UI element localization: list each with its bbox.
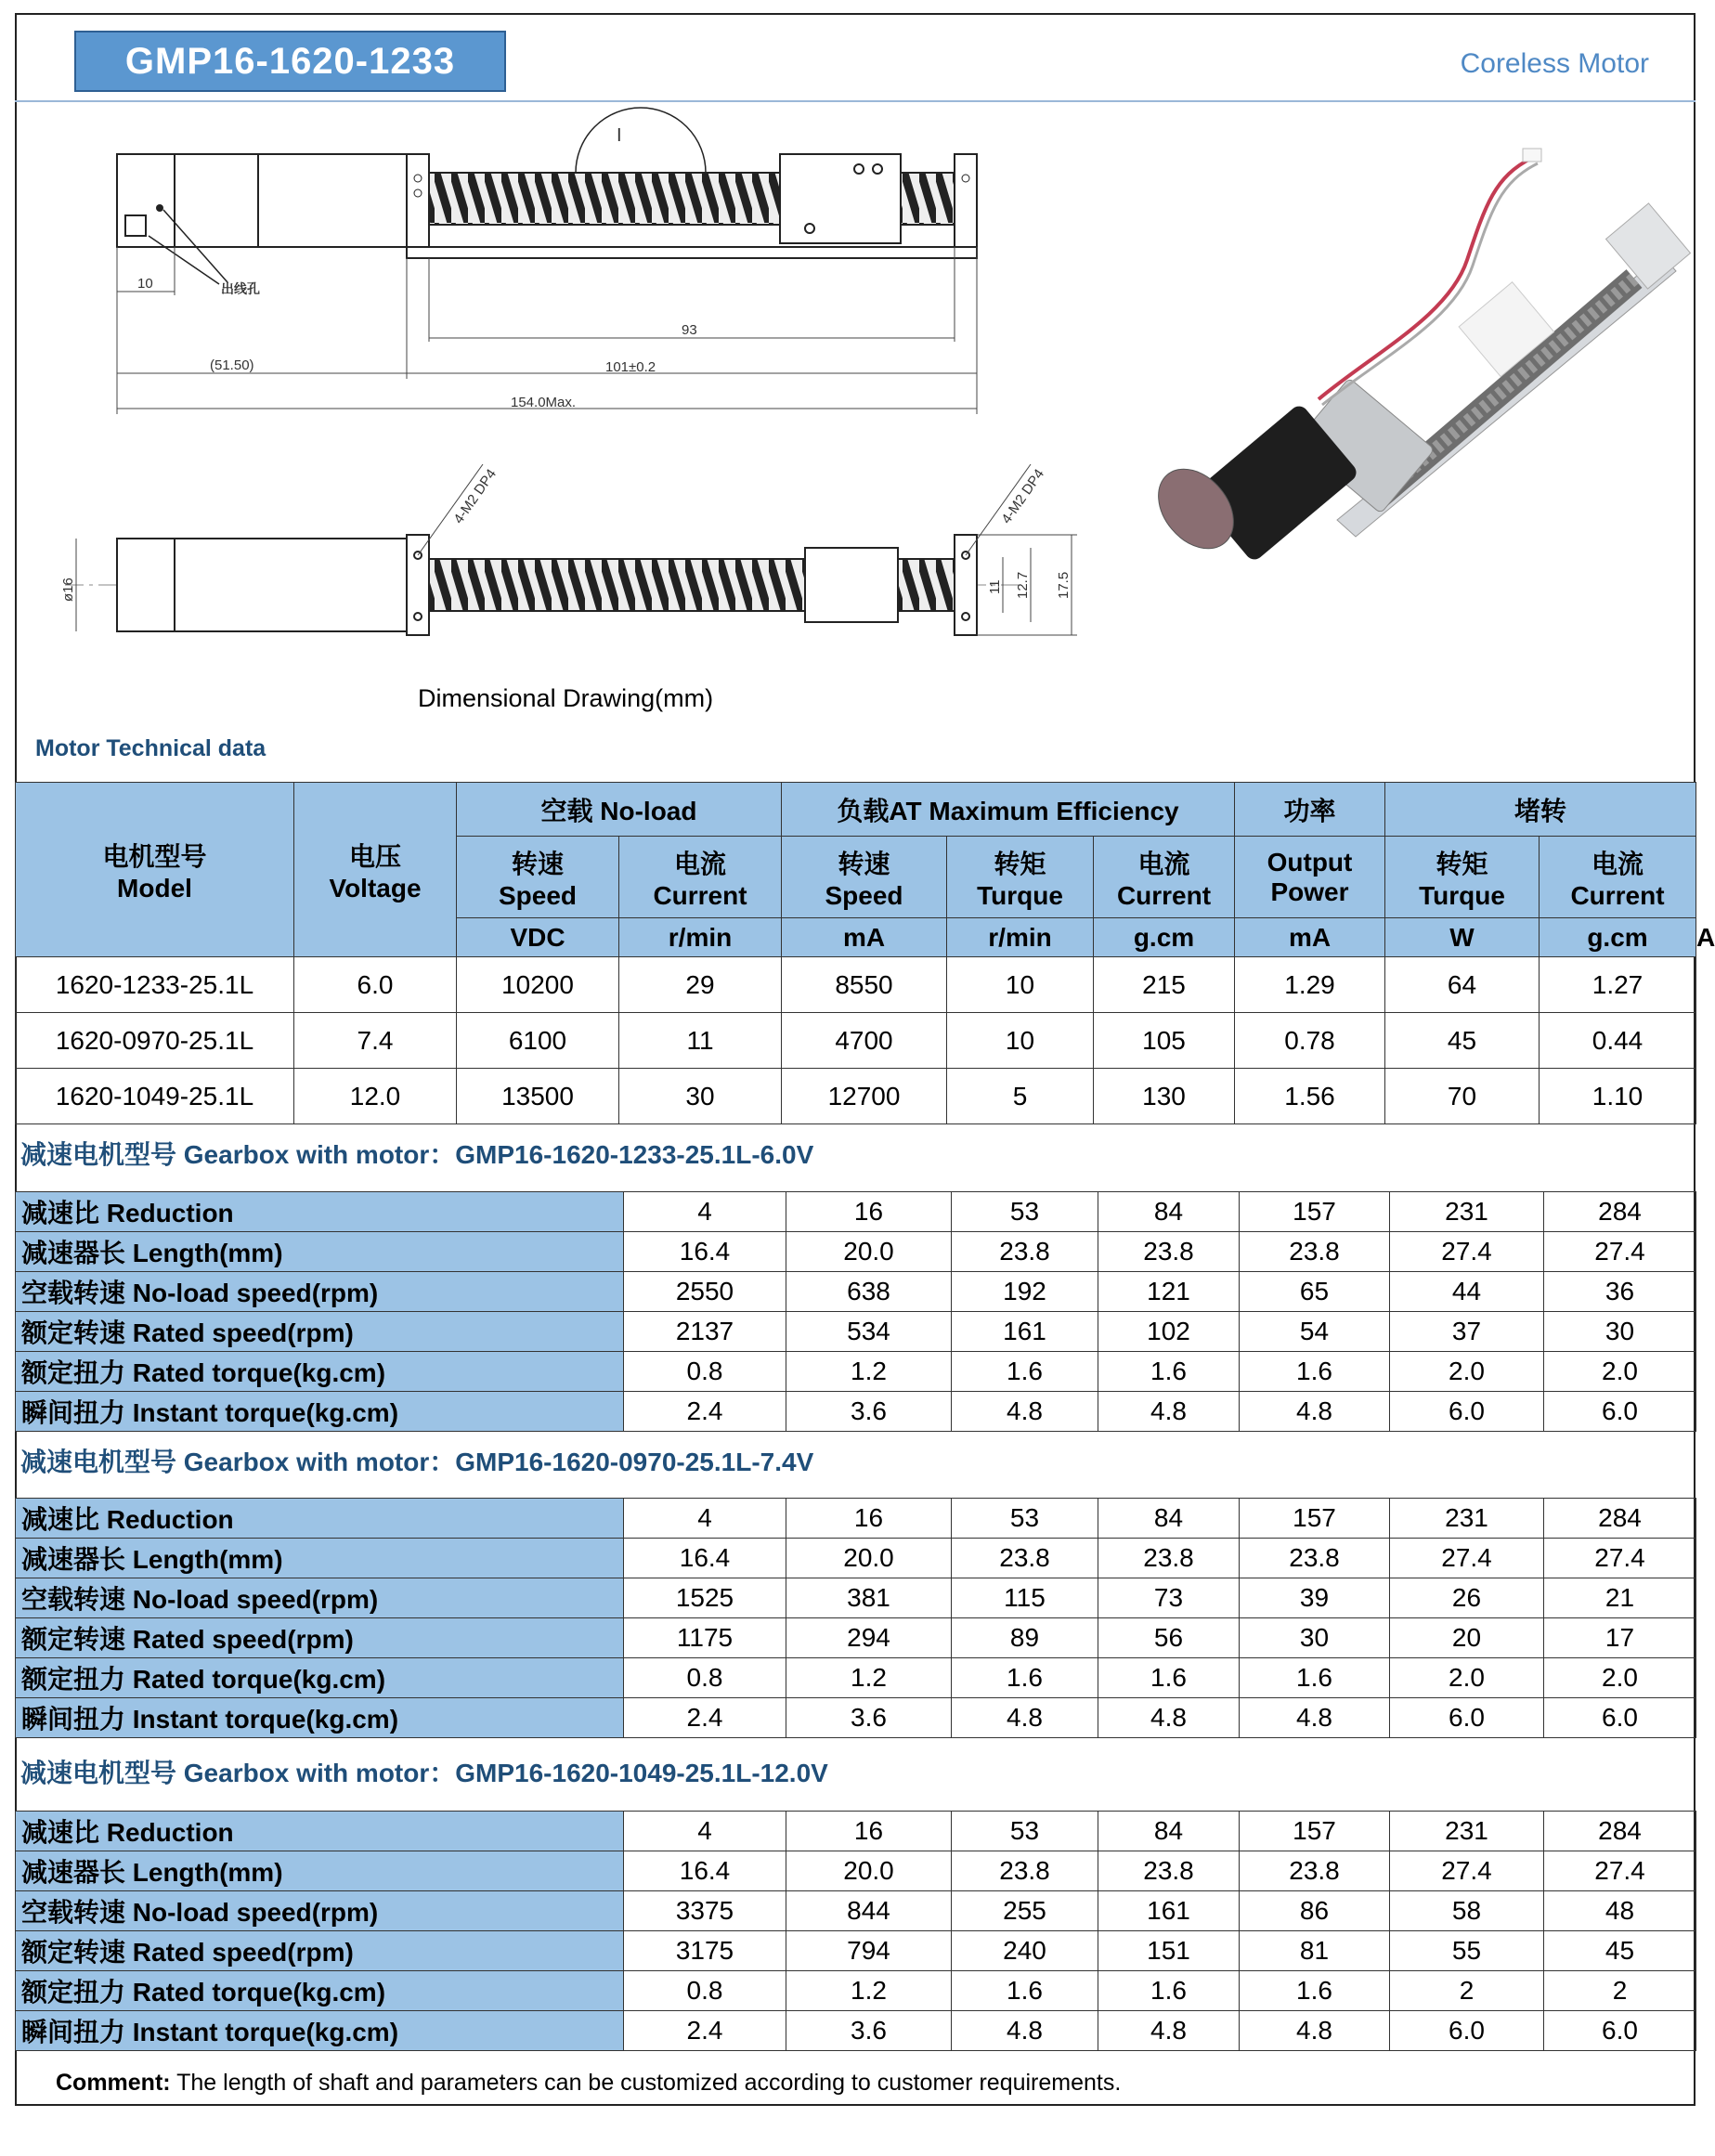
- gearbox-cell: 89: [952, 1618, 1098, 1658]
- gearbox-cell: 157: [1240, 1812, 1390, 1851]
- unit-cell: r/min: [619, 918, 782, 957]
- gearbox-cell: 0.8: [624, 1658, 786, 1698]
- brand-label: Coreless Motor: [1460, 48, 1649, 79]
- gearbox-cell: 1525: [624, 1578, 786, 1618]
- gearbox-cell: 84: [1098, 1192, 1240, 1232]
- d11-label: 11: [987, 579, 1003, 594]
- gearbox-row: [16, 1971, 1696, 2011]
- gearbox-cell: 23.8: [1098, 1539, 1240, 1578]
- gearbox-cell: 53: [952, 1499, 1098, 1539]
- comment-text: The length of shaft and parameters can be customized according to customer requirements.: [176, 2070, 1122, 2096]
- gearbox-cell: 27.4: [1544, 1539, 1696, 1578]
- gearbox-cell: 86: [1240, 1891, 1390, 1931]
- model-header: 电机型号 Model: [16, 783, 294, 957]
- spec-cell: 30: [619, 1069, 782, 1124]
- gearbox-row: [16, 1698, 1696, 1738]
- gearbox-cell: 16: [786, 1499, 952, 1539]
- gearbox-cell: 84: [1098, 1812, 1240, 1851]
- comment: [56, 2070, 1121, 2097]
- gearbox-row-label: 瞬间扭力 Instant torque(kg.cm): [16, 1392, 624, 1432]
- spec-cell: 10: [947, 957, 1094, 1013]
- gearbox-cell: 2137: [624, 1312, 786, 1352]
- screw-left-label: 4-M2 DP4: [450, 466, 500, 527]
- gearbox-cell: 231: [1390, 1192, 1544, 1232]
- gearbox-cell: 2.0: [1390, 1352, 1544, 1392]
- gearbox-cell: 1.6: [1098, 1352, 1240, 1392]
- spec-cell: 10: [947, 1013, 1094, 1069]
- gearbox-cell: 27.4: [1390, 1539, 1544, 1578]
- gearbox-cell: 30: [1544, 1312, 1696, 1352]
- gearbox-row: [16, 1812, 1696, 1851]
- gearbox-cell: 115: [952, 1578, 1098, 1618]
- gearbox-row: [16, 1931, 1696, 1971]
- drawing-top-view: [65, 464, 1077, 635]
- unit-cell: g.cm: [1094, 918, 1235, 957]
- gearbox-cell: 23.8: [1098, 1232, 1240, 1272]
- gearbox-table: [15, 1191, 1696, 1432]
- gearbox-cell: 23.8: [1240, 1539, 1390, 1578]
- gearbox-cell: 240: [952, 1931, 1098, 1971]
- gearbox-row: [16, 1352, 1696, 1392]
- gearbox-row: [16, 1851, 1696, 1891]
- spec-cell: 1.29: [1235, 957, 1385, 1013]
- gearbox-cell: 17: [1544, 1618, 1696, 1658]
- gearbox-row: [16, 1499, 1696, 1539]
- gearbox-cell: 55: [1390, 1931, 1544, 1971]
- spec-row: [16, 957, 1696, 1013]
- outlet-label: 出线孔: [221, 281, 260, 296]
- spec-cell: 0.78: [1235, 1013, 1385, 1069]
- gearbox-row-label: 瞬间扭力 Instant torque(kg.cm): [16, 2011, 624, 2051]
- gearbox-row-label: 空载转速 No-load speed(rpm): [16, 1891, 624, 1931]
- noload-header: 空载 No-load: [457, 783, 782, 837]
- gearbox-cell: 2550: [624, 1272, 786, 1312]
- d127-label: 12.7: [1015, 571, 1031, 599]
- gearbox-cell: 23.8: [1098, 1851, 1240, 1891]
- gearbox-table: [15, 1498, 1696, 1738]
- gearbox-cell: 284: [1544, 1812, 1696, 1851]
- spec-cell: 1.27: [1540, 957, 1696, 1013]
- gearbox-cell: 638: [786, 1272, 952, 1312]
- gearbox-cell: 3175: [624, 1931, 786, 1971]
- spec-cell: 70: [1385, 1069, 1540, 1124]
- gearbox-cell: 161: [1098, 1891, 1240, 1931]
- gearbox-cell: 3.6: [786, 1698, 952, 1738]
- gearbox-cell: 48: [1544, 1891, 1696, 1931]
- gearbox-cell: 20: [1390, 1618, 1544, 1658]
- gearbox-row-label: 减速比 Reduction: [16, 1812, 624, 1851]
- dim-51: (51.50): [210, 357, 254, 373]
- gearbox-row-label: 瞬间扭力 Instant torque(kg.cm): [16, 1698, 624, 1738]
- voltage-header: 电压 Voltage: [294, 783, 457, 957]
- gearbox-row: [16, 1232, 1696, 1272]
- gearbox-row-label: 额定扭力 Rated torque(kg.cm): [16, 1658, 624, 1698]
- dim-154: 154.0Max.: [511, 395, 577, 410]
- gearbox-cell: 27.4: [1390, 1851, 1544, 1891]
- gearbox-cell: 16: [786, 1192, 952, 1232]
- gearbox-cell: 231: [1390, 1499, 1544, 1539]
- unit-cell: mA: [782, 918, 947, 957]
- gearbox-cell: 4.8: [952, 2011, 1098, 2051]
- gearbox-cell: 794: [786, 1931, 952, 1971]
- gearbox-row: [16, 1312, 1696, 1352]
- d175-label: 17.5: [1056, 571, 1072, 599]
- power-header-cn: 功率: [1235, 783, 1385, 837]
- gearbox-cell: 1.6: [1240, 1352, 1390, 1392]
- gearbox-cell: 2.4: [624, 2011, 786, 2051]
- gearbox-cell: 16.4: [624, 1232, 786, 1272]
- gearbox-cell: 0.8: [624, 1971, 786, 2011]
- maxeff-current-header: 电流 Current: [1094, 837, 1235, 918]
- unit-cell: W: [1385, 918, 1540, 957]
- gearbox-cell: 3.6: [786, 2011, 952, 2051]
- gearbox-cell: 81: [1240, 1931, 1390, 1971]
- gearbox-cell: 231: [1390, 1812, 1544, 1851]
- dia16-label: ø16: [60, 578, 76, 602]
- spec-cell: 0.44: [1540, 1013, 1696, 1069]
- screw-right-label: 4-M2 DP4: [998, 466, 1048, 527]
- motor-spec-table: 电机型号 Model 电压 Voltage 空载 No-load 负载AT Maximum Efficiency 功率 堵转 转速 Speed 电流 Current 转速 Speed 转矩 Turque 电流 Current Output Power 转矩 Turque 电流 Current VDC r/min mA r/min g.cm mA W g.cm A 1620-1233-25.1L 6.0 10200 29 8550 10 215 1.29 64 1.27 1620-0970-25.1L 7.4 6100 11 4700 10 105 0.78 45 0.44 1620-1049-25.1L 12.0 13500 30 12700 5 130 1.56 70 1.10: [15, 782, 1696, 1124]
- gearbox-row-label: 额定转速 Rated speed(rpm): [16, 1618, 624, 1658]
- spec-cell: 215: [1094, 957, 1235, 1013]
- gearbox-cell: 53: [952, 1192, 1098, 1232]
- gearbox-cell: 294: [786, 1618, 952, 1658]
- gearbox-cell: 27.4: [1390, 1232, 1544, 1272]
- gearbox-cell: 255: [952, 1891, 1098, 1931]
- spec-cell: 12.0: [294, 1069, 457, 1124]
- gearbox-title: 减速电机型号 Gearbox with motor：GMP16-1620-0970-25.1L-7.4V: [20, 1448, 814, 1476]
- model-title: GMP16-1620-1233: [124, 40, 456, 82]
- gearbox-cell: 3.6: [786, 1392, 952, 1432]
- spec-cell: 64: [1385, 957, 1540, 1013]
- gearbox-cell: 20.0: [786, 1851, 952, 1891]
- gearbox-row-label: 额定扭力 Rated torque(kg.cm): [16, 1971, 624, 2011]
- gearbox-cell: 23.8: [952, 1851, 1098, 1891]
- unit-cell: r/min: [947, 918, 1094, 957]
- gearbox-cell: 26: [1390, 1578, 1544, 1618]
- gearbox-cell: 4.8: [1098, 1392, 1240, 1432]
- stall-torque-header: 转矩 Turque: [1385, 837, 1540, 918]
- gearbox-cell: 284: [1544, 1192, 1696, 1232]
- maxeff-header: 负载AT Maximum Efficiency: [782, 783, 1235, 837]
- gearbox-cell: 6.0: [1390, 2011, 1544, 2051]
- gearbox-cell: 284: [1544, 1499, 1696, 1539]
- gearbox-row: [16, 1392, 1696, 1432]
- gearbox-cell: 21: [1544, 1578, 1696, 1618]
- spec-cell: 10200: [457, 957, 619, 1013]
- gearbox-row: [16, 2011, 1696, 2051]
- gearbox-cell: 6.0: [1390, 1392, 1544, 1432]
- gearbox-cell: 4.8: [952, 1698, 1098, 1738]
- gearbox-cell: 161: [952, 1312, 1098, 1352]
- gearbox-cell: 54: [1240, 1312, 1390, 1352]
- gearbox-row-label: 额定扭力 Rated torque(kg.cm): [16, 1352, 624, 1392]
- gearbox-cell: 121: [1098, 1272, 1240, 1312]
- gearbox-cell: 16: [786, 1812, 952, 1851]
- gearbox-cell: 1.2: [786, 1971, 952, 2011]
- gearbox-cell: 4.8: [952, 1392, 1098, 1432]
- gearbox-cell: 1.6: [952, 1658, 1098, 1698]
- gearbox-cell: 1.6: [1240, 1971, 1390, 2011]
- spec-cell: 1620-0970-25.1L: [16, 1013, 294, 1069]
- gearbox-cell: 30: [1240, 1618, 1390, 1658]
- gearbox-cell: 1.2: [786, 1658, 952, 1698]
- gearbox-row-label: 空载转速 No-load speed(rpm): [16, 1578, 624, 1618]
- gearbox-row: [16, 1658, 1696, 1698]
- gearbox-cell: 192: [952, 1272, 1098, 1312]
- gearbox-cell: 1.6: [952, 1352, 1098, 1392]
- gearbox-cell: 102: [1098, 1312, 1240, 1352]
- unit-cell: mA: [1235, 918, 1385, 957]
- gearbox-cell: 56: [1098, 1618, 1240, 1658]
- unit-cell: VDC: [457, 918, 619, 957]
- gearbox-cell: 1.2: [786, 1352, 952, 1392]
- hole-mark-label: I: [617, 125, 622, 146]
- gearbox-row-label: 减速器长 Length(mm): [16, 1851, 624, 1891]
- gearbox-cell: 2.0: [1544, 1658, 1696, 1698]
- gearbox-cell: 23.8: [952, 1539, 1098, 1578]
- dim-93: 93: [682, 322, 697, 338]
- spec-cell: 11: [619, 1013, 782, 1069]
- stall-header: 堵转: [1385, 783, 1696, 837]
- gearbox-cell: 73: [1098, 1578, 1240, 1618]
- gearbox-cell: 0.8: [624, 1352, 786, 1392]
- gearbox-row-label: 减速器长 Length(mm): [16, 1232, 624, 1272]
- gearbox-cell: 2.4: [624, 1392, 786, 1432]
- spec-cell: 6100: [457, 1013, 619, 1069]
- gearbox-cell: 151: [1098, 1931, 1240, 1971]
- gearbox-cell: 16.4: [624, 1539, 786, 1578]
- gearbox-cell: 6.0: [1544, 1698, 1696, 1738]
- gearbox-cell: 23.8: [952, 1232, 1098, 1272]
- gearbox-cell: 53: [952, 1812, 1098, 1851]
- spec-cell: 7.4: [294, 1013, 457, 1069]
- gearbox-cell: 1.6: [1098, 1971, 1240, 2011]
- spec-cell: 13500: [457, 1069, 619, 1124]
- gearbox-cell: 36: [1544, 1272, 1696, 1312]
- spec-cell: 5: [947, 1069, 1094, 1124]
- spec-cell: 130: [1094, 1069, 1235, 1124]
- gearbox-cell: 1.6: [1098, 1658, 1240, 1698]
- gearbox-row: [16, 1618, 1696, 1658]
- gearbox-cell: 84: [1098, 1499, 1240, 1539]
- gearbox-cell: 4: [624, 1812, 786, 1851]
- gearbox-cell: 4: [624, 1499, 786, 1539]
- comment-label: Comment:: [56, 2070, 171, 2096]
- spec-cell: 29: [619, 957, 782, 1013]
- gearbox-cell: 2.0: [1544, 1352, 1696, 1392]
- gearbox-row: [16, 1192, 1696, 1232]
- gearbox-cell: 1175: [624, 1618, 786, 1658]
- product-photo: [1143, 149, 1690, 564]
- gearbox-row-label: 额定转速 Rated speed(rpm): [16, 1931, 624, 1971]
- gearbox-title: 减速电机型号 Gearbox with motor：GMP16-1620-1233-25.1L-6.0V: [20, 1140, 814, 1169]
- gearbox-row: [16, 1272, 1696, 1312]
- spec-cell: 4700: [782, 1013, 947, 1069]
- gearbox-cell: 39: [1240, 1578, 1390, 1618]
- gearbox-table: [15, 1811, 1696, 2051]
- gearbox-cell: 16.4: [624, 1851, 786, 1891]
- drawing-caption: Dimensional Drawing(mm): [418, 684, 714, 712]
- gearbox-cell: 2: [1390, 1971, 1544, 2011]
- gearbox-cell: 44: [1390, 1272, 1544, 1312]
- gearbox-cell: 2: [1544, 1971, 1696, 2011]
- gearbox-title: 减速电机型号 Gearbox with motor：GMP16-1620-1049-25.1L-12.0V: [20, 1759, 828, 1787]
- spec-cell: 105: [1094, 1013, 1235, 1069]
- noload-current-header: 电流 Current: [619, 837, 782, 918]
- gearbox-cell: 4.8: [1098, 1698, 1240, 1738]
- gearbox-cell: 157: [1240, 1499, 1390, 1539]
- gearbox-cell: 1.6: [952, 1971, 1098, 2011]
- gearbox-cell: 23.8: [1240, 1232, 1390, 1272]
- gearbox-cell: 2.0: [1390, 1658, 1544, 1698]
- gearbox-cell: 58: [1390, 1891, 1544, 1931]
- gearbox-cell: 6.0: [1544, 1392, 1696, 1432]
- gearbox-row: [16, 1578, 1696, 1618]
- section-title: Motor Technical data: [35, 735, 266, 761]
- gearbox-cell: 23.8: [1240, 1851, 1390, 1891]
- spec-cell: 45: [1385, 1013, 1540, 1069]
- spec-cell: 6.0: [294, 957, 457, 1013]
- dimensional-drawing: [0, 0, 1712, 724]
- gearbox-cell: 4.8: [1240, 1698, 1390, 1738]
- dim-101: 101±0.2: [605, 359, 656, 375]
- gearbox-cell: 4.8: [1098, 2011, 1240, 2051]
- gearbox-cell: 65: [1240, 1272, 1390, 1312]
- dim-10: 10: [137, 276, 153, 292]
- maxeff-torque-header: 转矩 Turque: [947, 837, 1094, 918]
- gearbox-cell: 20.0: [786, 1539, 952, 1578]
- spec-row: [16, 1069, 1696, 1124]
- spec-cell: 1.10: [1540, 1069, 1696, 1124]
- gearbox-cell: 3375: [624, 1891, 786, 1931]
- gearbox-cell: 6.0: [1390, 1698, 1544, 1738]
- gearbox-row: [16, 1891, 1696, 1931]
- gearbox-cell: 45: [1544, 1931, 1696, 1971]
- gearbox-row-label: 减速器长 Length(mm): [16, 1539, 624, 1578]
- spec-cell: 12700: [782, 1069, 947, 1124]
- spec-cell: 1620-1233-25.1L: [16, 957, 294, 1013]
- gearbox-cell: 381: [786, 1578, 952, 1618]
- gearbox-cell: 4: [624, 1192, 786, 1232]
- gearbox-cell: 4.8: [1240, 1392, 1390, 1432]
- spec-row: [16, 1013, 1696, 1069]
- gearbox-row-label: 减速比 Reduction: [16, 1192, 624, 1232]
- gearbox-cell: 2.4: [624, 1698, 786, 1738]
- gearbox-cell: 157: [1240, 1192, 1390, 1232]
- gearbox-row: [16, 1539, 1696, 1578]
- stall-current-header: 电流 Current: [1540, 837, 1696, 918]
- maxeff-speed-header: 转速 Speed: [782, 837, 947, 918]
- gearbox-cell: 6.0: [1544, 2011, 1696, 2051]
- gearbox-cell: 4.8: [1240, 2011, 1390, 2051]
- gearbox-row-label: 减速比 Reduction: [16, 1499, 624, 1539]
- gearbox-cell: 27.4: [1544, 1232, 1696, 1272]
- gearbox-cell: 1.6: [1240, 1658, 1390, 1698]
- gearbox-row-label: 空载转速 No-load speed(rpm): [16, 1272, 624, 1312]
- gearbox-cell: 20.0: [786, 1232, 952, 1272]
- gearbox-cell: 37: [1390, 1312, 1544, 1352]
- unit-cell: g.cm: [1540, 918, 1696, 957]
- gearbox-cell: 27.4: [1544, 1851, 1696, 1891]
- noload-speed-header: 转速 Speed: [457, 837, 619, 918]
- output-power-header: Output Power: [1235, 837, 1385, 918]
- gearbox-row-label: 额定转速 Rated speed(rpm): [16, 1312, 624, 1352]
- spec-cell: 8550: [782, 957, 947, 1013]
- gearbox-cell: 844: [786, 1891, 952, 1931]
- spec-cell: 1620-1049-25.1L: [16, 1069, 294, 1124]
- spec-cell: 1.56: [1235, 1069, 1385, 1124]
- gearbox-cell: 534: [786, 1312, 952, 1352]
